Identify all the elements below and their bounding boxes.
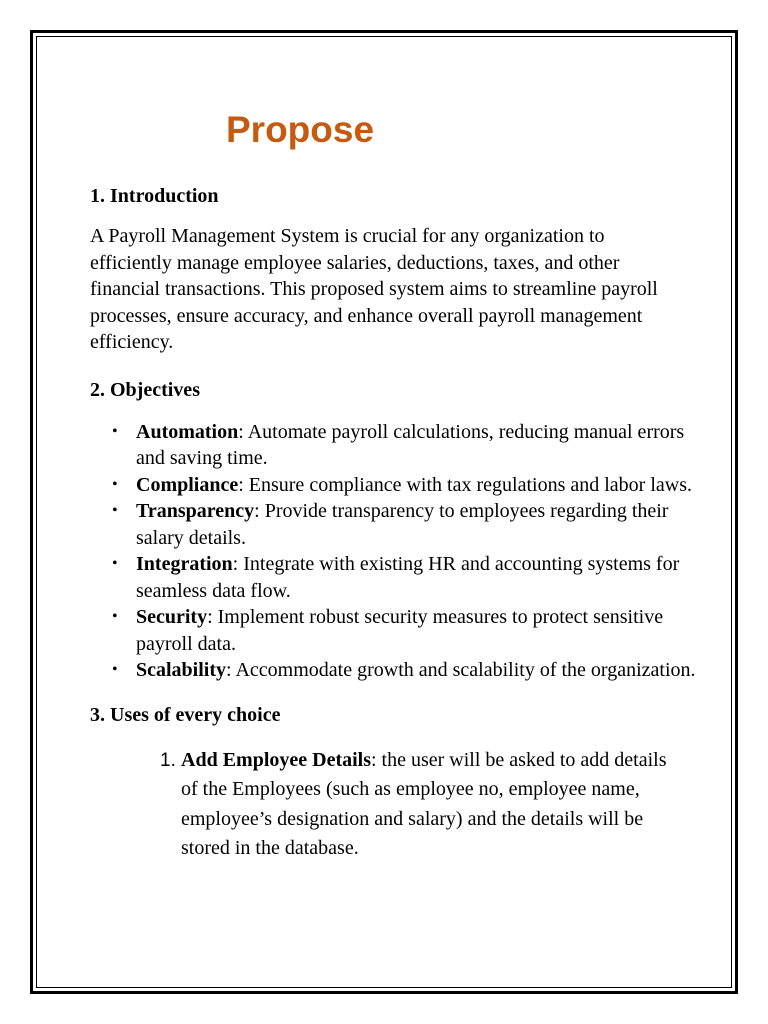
list-item — [90, 472, 696, 499]
introduction-paragraph: A Payroll Management System is crucial for any organization to efficiently manage employee salaries, deductions, taxes, and other financial transactions. This proposed system aims to streamline payroll processes, ensure accuracy, and enhance overall payroll management efficiency. — [90, 225, 658, 353]
objective-text: : Provide transparency to employees regarding their salary details. — [136, 500, 669, 549]
objective-text: : Ensure compliance with tax regulations and labor laws. — [238, 473, 692, 496]
objective-term: Integration — [136, 553, 233, 575]
use-term: Add Employee Details — [181, 748, 371, 771]
list-item — [90, 419, 696, 472]
bullet-icon: • — [112, 475, 118, 493]
objective-term: Scalability — [136, 659, 227, 681]
objective-text: : Accommodate growth and scalability of the organization. — [226, 659, 696, 681]
list-item — [90, 657, 696, 684]
objectives-list — [90, 419, 696, 684]
document-title: Propose — [226, 109, 375, 150]
section-heading-uses: 3. Uses of every choice — [90, 703, 281, 726]
bullet-icon: • — [112, 661, 118, 678]
objective-text: : Implement robust security measures to protect sensitive payroll data. — [136, 606, 664, 655]
bullet-icon: • — [112, 555, 118, 572]
objective-text: : Automate payroll calculations, reducing manual errors and saving time. — [136, 420, 685, 469]
list-item — [90, 746, 671, 864]
objective-term: Security — [136, 606, 208, 628]
objective-term: Compliance — [136, 473, 239, 496]
list-item — [90, 498, 696, 551]
objective-term: Automation — [136, 420, 239, 443]
bullet-icon: • — [112, 422, 118, 440]
section-heading-introduction: 1. Introduction — [90, 185, 219, 207]
uses-list — [90, 746, 690, 864]
objective-text: : Integrate with existing HR and accounting systems for seamless data flow. — [136, 553, 680, 602]
document-body — [90, 181, 696, 864]
list-item — [90, 551, 696, 604]
bullet-icon: • — [112, 502, 118, 519]
use-text: : the user will be asked to add details of the Employees (such as employee no, employee name, employee’s designation and salary) and the details will be stored in the database. — [181, 748, 667, 859]
list-item — [90, 604, 696, 657]
section-heading-objectives: 2. Objectives — [90, 378, 200, 401]
list-number: 1. — [160, 749, 176, 771]
bullet-icon: • — [112, 608, 118, 625]
objective-term: Transparency — [136, 500, 255, 522]
